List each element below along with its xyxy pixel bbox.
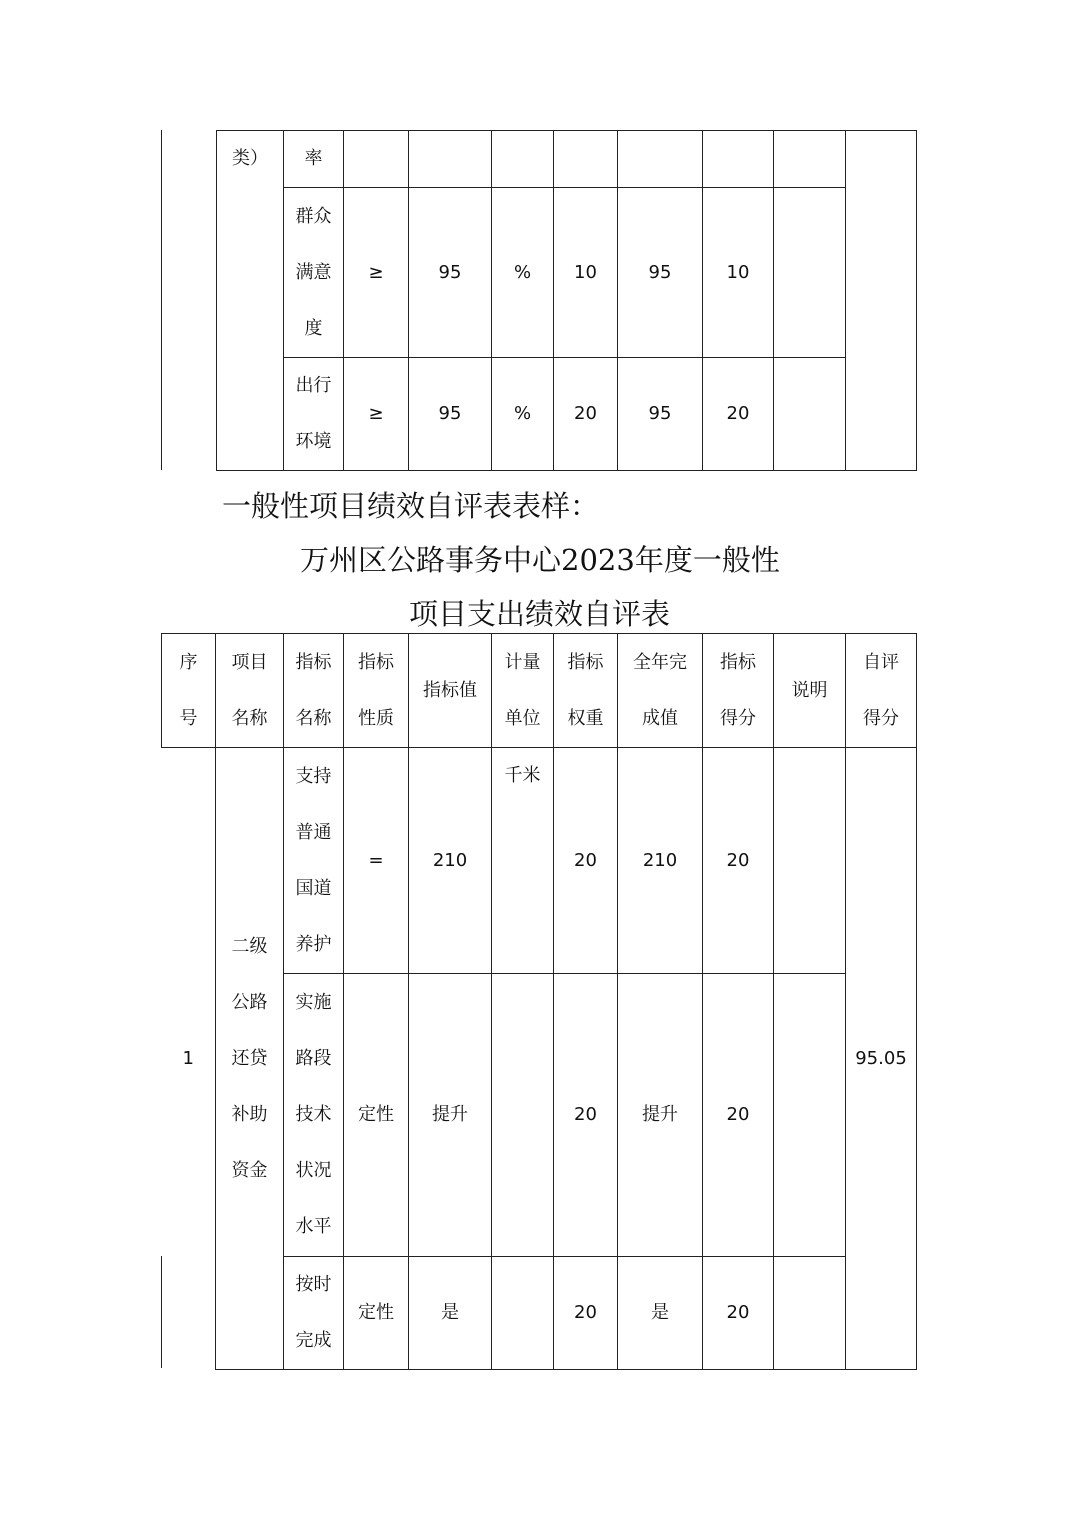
note-cell <box>774 131 846 188</box>
report-title-line1 <box>300 538 780 579</box>
indicator-cell: 按时 完成 <box>284 1257 344 1370</box>
unit-cell: % <box>492 358 554 471</box>
self-score-cell: 95.05 <box>846 748 917 1370</box>
report-title-line2: 项目支出绩效自评表 <box>409 597 671 631</box>
nature-cell: ≥ <box>344 358 409 471</box>
continued-table <box>216 130 917 471</box>
weight-cell <box>554 131 618 188</box>
note-cell <box>774 748 846 974</box>
score-cell: 20 <box>703 974 774 1257</box>
header-weight: 指标 权重 <box>554 634 618 748</box>
header-completion: 全年完 成值 <box>618 634 703 748</box>
completion-cell: 是 <box>618 1257 703 1370</box>
value-cell: 95 <box>409 188 492 358</box>
completion-cell: 210 <box>618 748 703 974</box>
table-row <box>162 748 917 974</box>
note-cell <box>774 974 846 1257</box>
value-cell: 95 <box>409 358 492 471</box>
indicator-cell: 支持 普通 国道 养护 <box>284 748 344 974</box>
title-year: 2023 <box>561 543 635 577</box>
nature-cell: 定性 <box>344 1257 409 1370</box>
completion-cell: 95 <box>618 358 703 471</box>
note-cell <box>774 358 846 471</box>
score-cell: 20 <box>703 1257 774 1370</box>
value-cell: 210 <box>409 748 492 974</box>
note-cell <box>774 1257 846 1370</box>
weight-cell: 20 <box>554 974 618 1257</box>
indicator-cell: 实施 路段 技术 状况 水平 <box>284 974 344 1257</box>
value-cell <box>409 131 492 188</box>
unit-cell <box>492 1257 554 1370</box>
header-score: 指标 得分 <box>703 634 774 748</box>
category-cell: 类） <box>217 131 284 471</box>
performance-table <box>161 633 917 1370</box>
score-cell <box>703 131 774 188</box>
title-org: 万州区公路事务中心 <box>300 543 562 577</box>
header-note: 说明 <box>774 634 846 748</box>
value-cell: 提升 <box>409 974 492 1257</box>
continuation-border-top <box>161 130 162 470</box>
score-cell: 20 <box>703 358 774 471</box>
header-unit: 计量 单位 <box>492 634 554 748</box>
sample-heading: 一般性项目绩效自评表表样： <box>222 489 600 523</box>
score-cell: 20 <box>703 748 774 974</box>
score-cell: 10 <box>703 188 774 358</box>
completion-cell: 提升 <box>618 974 703 1257</box>
header-self-score: 自评 得分 <box>846 634 917 748</box>
nature-cell: = <box>344 748 409 974</box>
indicator-cell: 出行 环境 <box>284 358 344 471</box>
unit-cell <box>492 131 554 188</box>
weight-cell: 10 <box>554 188 618 358</box>
project-name-cell: 二级 公路 还贷 补助 资金 <box>216 748 284 1370</box>
self-score-cell <box>846 131 917 471</box>
nature-cell <box>344 131 409 188</box>
value-cell: 是 <box>409 1257 492 1370</box>
unit-cell: 千米 <box>492 748 554 974</box>
weight-cell: 20 <box>554 748 618 974</box>
header-row <box>162 634 917 748</box>
nature-cell: ≥ <box>344 188 409 358</box>
header-nature: 指标 性质 <box>344 634 409 748</box>
header-project: 项目 名称 <box>216 634 284 748</box>
weight-cell: 20 <box>554 358 618 471</box>
nature-cell: 定性 <box>344 974 409 1257</box>
title-suffix: 年度一般性 <box>634 543 780 577</box>
completion-cell <box>618 131 703 188</box>
completion-cell: 95 <box>618 188 703 358</box>
unit-cell: % <box>492 188 554 358</box>
seq-cell: 1 <box>162 748 216 1370</box>
indicator-cell: 群众 满意 度 <box>284 188 344 358</box>
header-seq: 序 号 <box>162 634 216 748</box>
weight-cell: 20 <box>554 1257 618 1370</box>
header-value: 指标值 <box>409 634 492 748</box>
indicator-cell: 率 <box>284 131 344 188</box>
unit-cell <box>492 974 554 1257</box>
note-cell <box>774 188 846 358</box>
header-indicator: 指标 名称 <box>284 634 344 748</box>
